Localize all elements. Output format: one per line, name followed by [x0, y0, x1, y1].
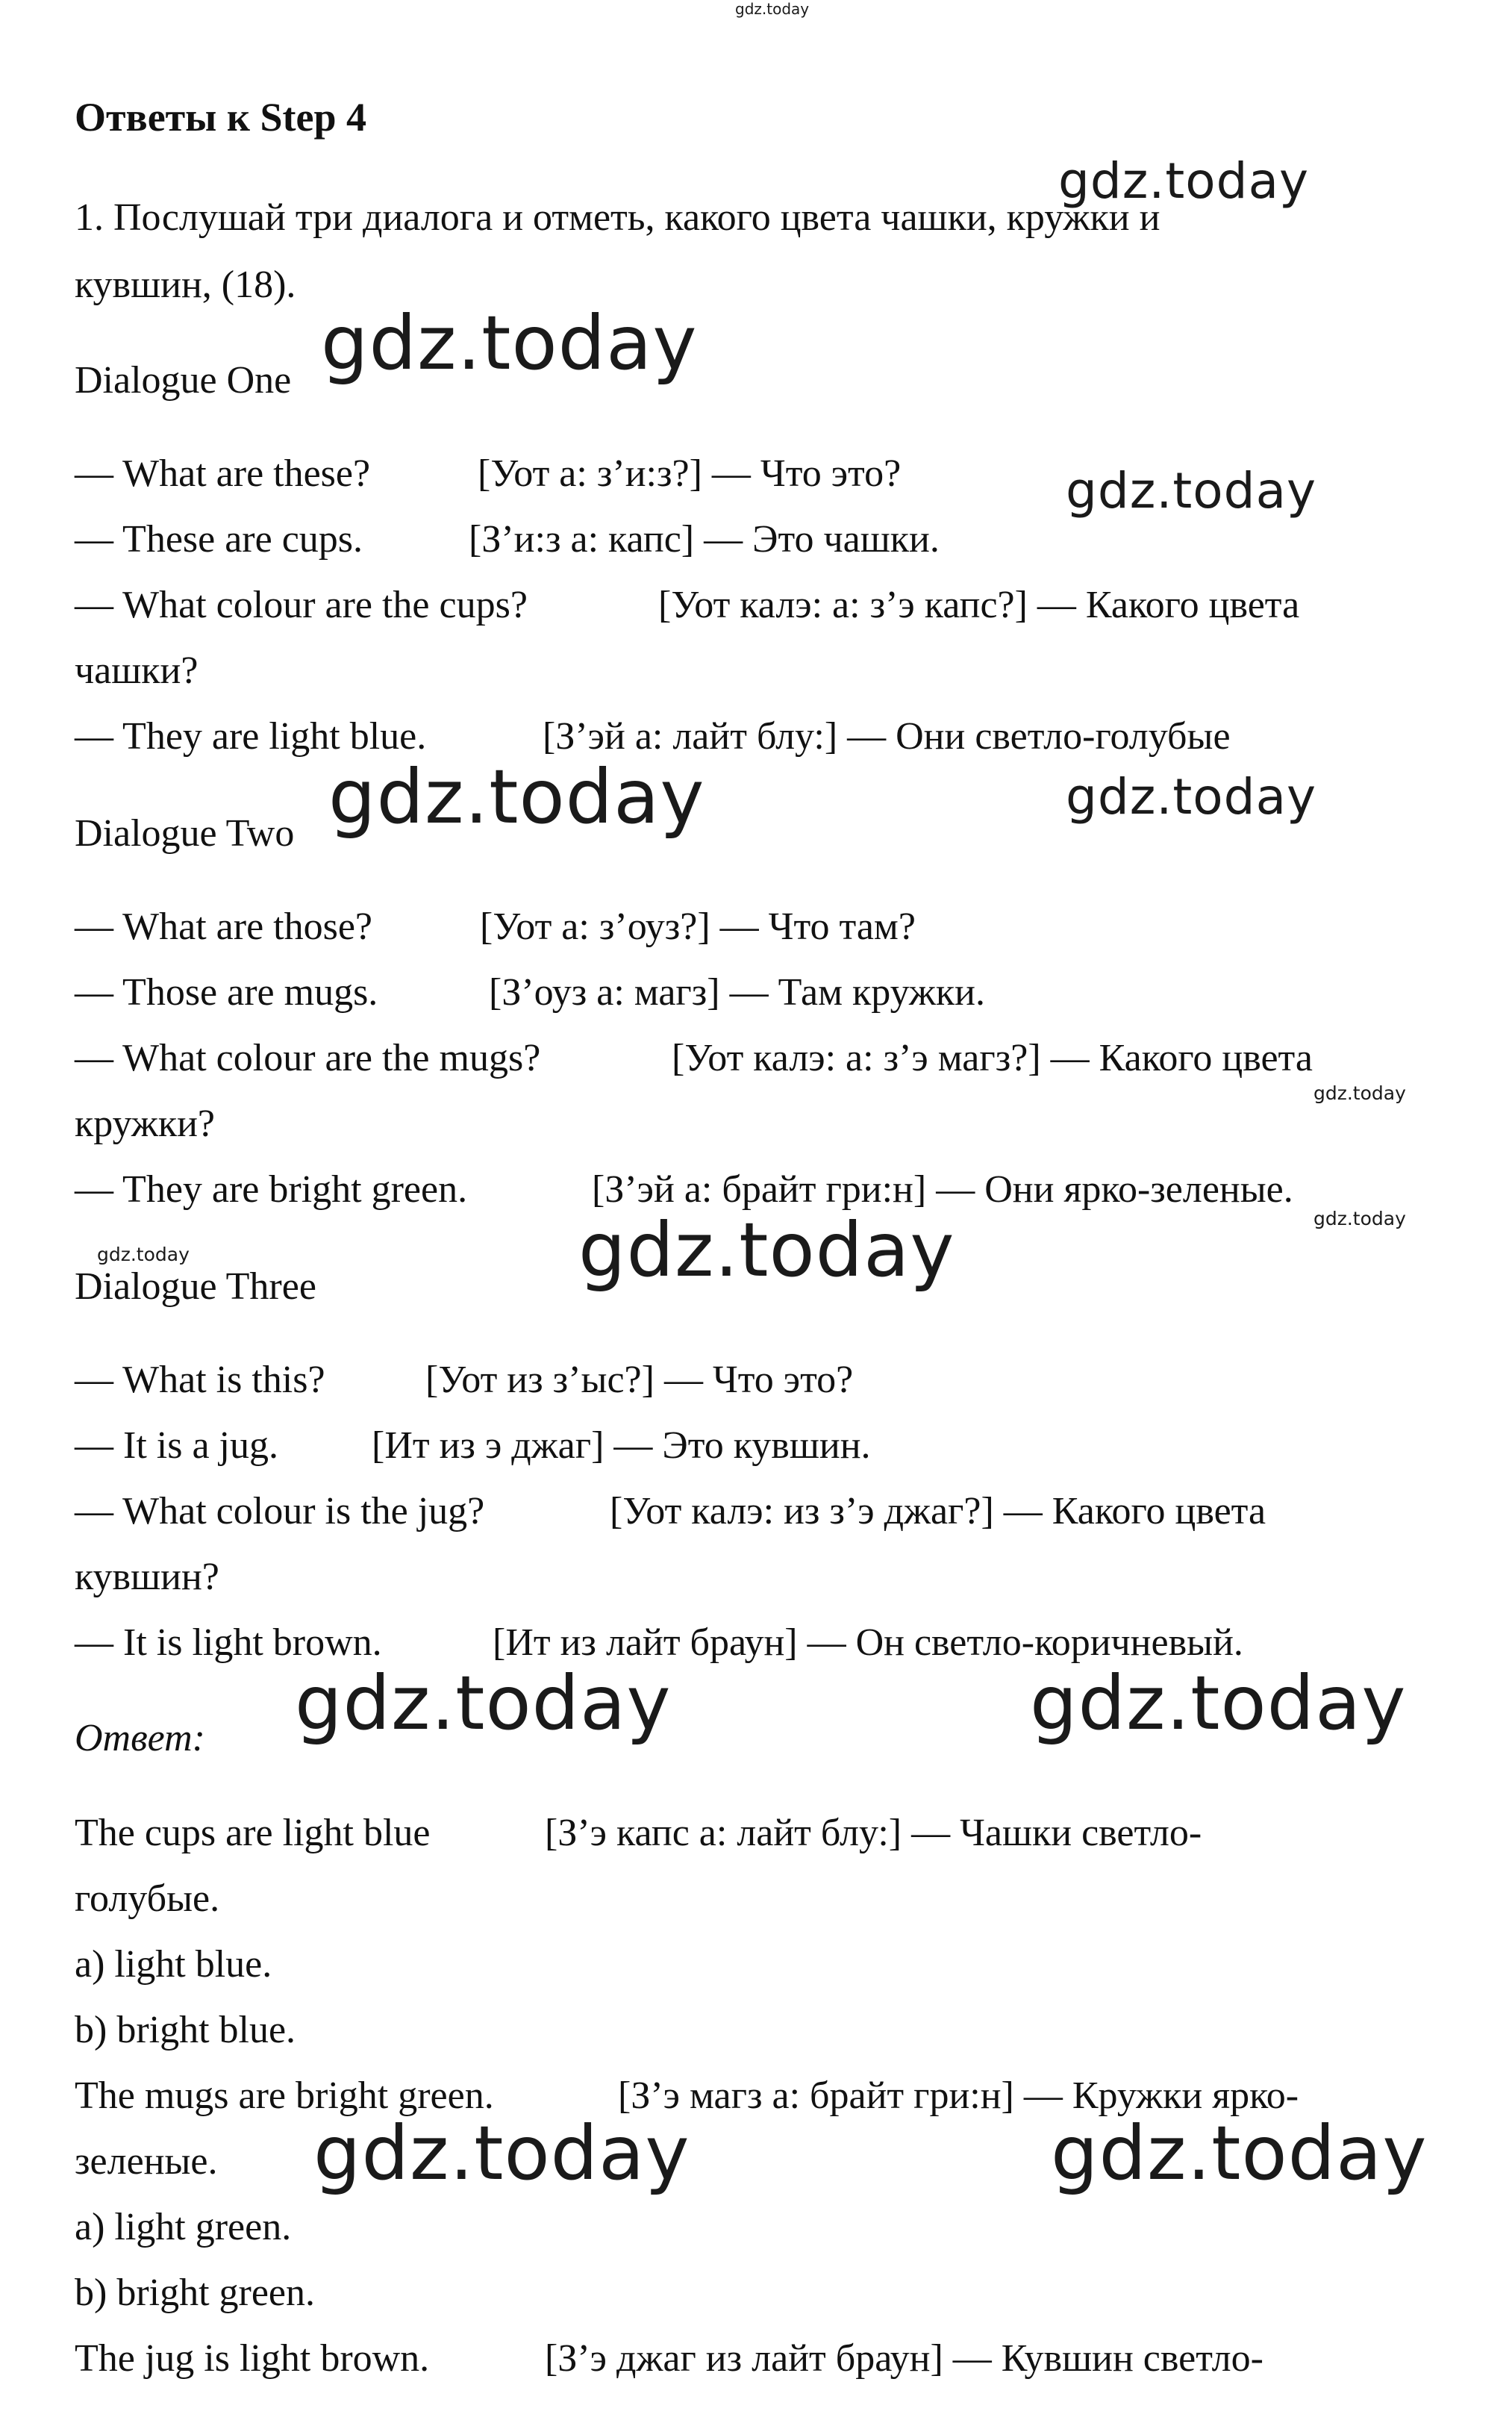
dialogue-line — [75, 903, 1437, 951]
dialogue-line — [75, 969, 1437, 1017]
task-text-line-2: кувшин, (18). — [75, 264, 296, 306]
transcription: [Ит из лайт браун] — Он светло-коричневый. — [493, 1621, 1243, 1664]
dialogue-line-continuation: чашки? — [75, 649, 199, 692]
transcription: [З’и:з а: капс] — Это чашки. — [469, 518, 940, 561]
watermark: gdz.today — [1058, 152, 1310, 210]
english-phrase: — What colour are the mugs? — [75, 1037, 541, 1079]
english-phrase: — It is a jug. — [75, 1424, 278, 1467]
english-phrase: — What colour are the cups? — [75, 584, 528, 626]
dialogue-line — [75, 1488, 1437, 1535]
answer-option: a) light blue. — [75, 1943, 272, 1986]
transcription: [Ит из э джаг] — Это кувшин. — [372, 1424, 871, 1467]
transcription: [З’э капс а: лайт блу:] — Чашки светло- — [545, 1812, 1202, 1854]
dialogue-line — [75, 713, 1437, 761]
transcription: [Уот а: з’оуз?] — Что там? — [480, 905, 916, 948]
dialogue-line — [75, 1356, 1437, 1404]
english-phrase: — They are light blue. — [75, 715, 427, 758]
answer-line-continuation: голубые. — [75, 1877, 220, 1920]
watermark: gdz.today — [1051, 2110, 1428, 2197]
english-phrase: The jug is light brown. — [75, 2337, 430, 2380]
watermark: gdz.today — [578, 1206, 955, 1294]
english-phrase: — What are these? — [75, 452, 371, 495]
english-phrase: — They are bright green. — [75, 1168, 468, 1211]
watermark: gdz.today — [321, 299, 698, 387]
dialogue-three-heading: Dialogue Three — [75, 1265, 316, 1308]
transcription: [З’оуз а: магз] — Там кружки. — [489, 971, 985, 1014]
watermark: gdz.today — [1313, 1208, 1406, 1229]
watermark-top: gdz.today — [735, 0, 810, 18]
dialogue-line — [75, 516, 1437, 564]
watermark: gdz.today — [328, 753, 705, 841]
transcription: [З’эй а: лайт блу:] — Они светло-голубые — [543, 715, 1231, 758]
watermark: gdz.today — [313, 2110, 690, 2197]
transcription: [З’э джаг из лайт браун] — Кувшин светло- — [545, 2337, 1263, 2380]
watermark: gdz.today — [1066, 462, 1317, 520]
answer-line-continuation: зеленые. — [75, 2140, 218, 2183]
english-phrase: The cups are light blue — [75, 1812, 431, 1854]
english-phrase: — It is light brown. — [75, 1621, 382, 1664]
transcription: [Уот калэ: а: з’э магз?] — Какого цвета — [672, 1037, 1313, 1079]
answer-option: a) light green. — [75, 2206, 292, 2248]
dialogue-line-continuation: кувшин? — [75, 1556, 219, 1598]
task-text-line-1: 1. Послушай три диалога и отметь, какого цвета чашки, кружки и — [75, 196, 1160, 239]
answer-label: Ответ: — [75, 1717, 205, 1759]
answer-line — [75, 1809, 1437, 1857]
english-phrase: — These are cups. — [75, 518, 363, 561]
page-title: Ответы к Step 4 — [75, 95, 366, 140]
watermark: gdz.today — [1066, 768, 1317, 826]
dialogue-two-heading: Dialogue Two — [75, 812, 295, 855]
answer-option: b) bright green. — [75, 2271, 316, 2314]
english-phrase: — Those are mugs. — [75, 971, 378, 1014]
english-phrase: The mugs are bright green. — [75, 2074, 494, 2117]
english-phrase: — What are those? — [75, 905, 372, 948]
watermark: gdz.today — [1313, 1082, 1406, 1104]
transcription: [Уот калэ: из з’э джаг?] — Какого цвета — [610, 1490, 1266, 1532]
watermark: gdz.today — [97, 1244, 190, 1265]
english-phrase: — What colour is the jug? — [75, 1490, 485, 1532]
watermark: gdz.today — [1030, 1659, 1407, 1747]
dialogue-line-continuation: кружки? — [75, 1103, 215, 1145]
transcription: [Уот из з’ыс?] — Что это? — [425, 1359, 854, 1401]
english-phrase: — What is this? — [75, 1359, 325, 1401]
dialogue-line — [75, 1422, 1437, 1470]
transcription: [З’э магз а: брайт гри:н] — Кружки ярко- — [618, 2074, 1299, 2117]
transcription: [Уот а: з’и:з?] — Что это? — [478, 452, 902, 495]
transcription: [Уот калэ: а: з’э капс?] — Какого цвета — [658, 584, 1300, 626]
transcription: [З’эй а: брайт гри:н] — Они ярко-зеленые. — [592, 1168, 1293, 1211]
watermark: gdz.today — [295, 1659, 672, 1747]
answer-option: b) bright blue. — [75, 2009, 296, 2051]
dialogue-line — [75, 581, 1437, 629]
answer-line — [75, 2335, 1437, 2383]
dialogue-line — [75, 1035, 1437, 1082]
dialogue-one-heading: Dialogue One — [75, 359, 292, 402]
